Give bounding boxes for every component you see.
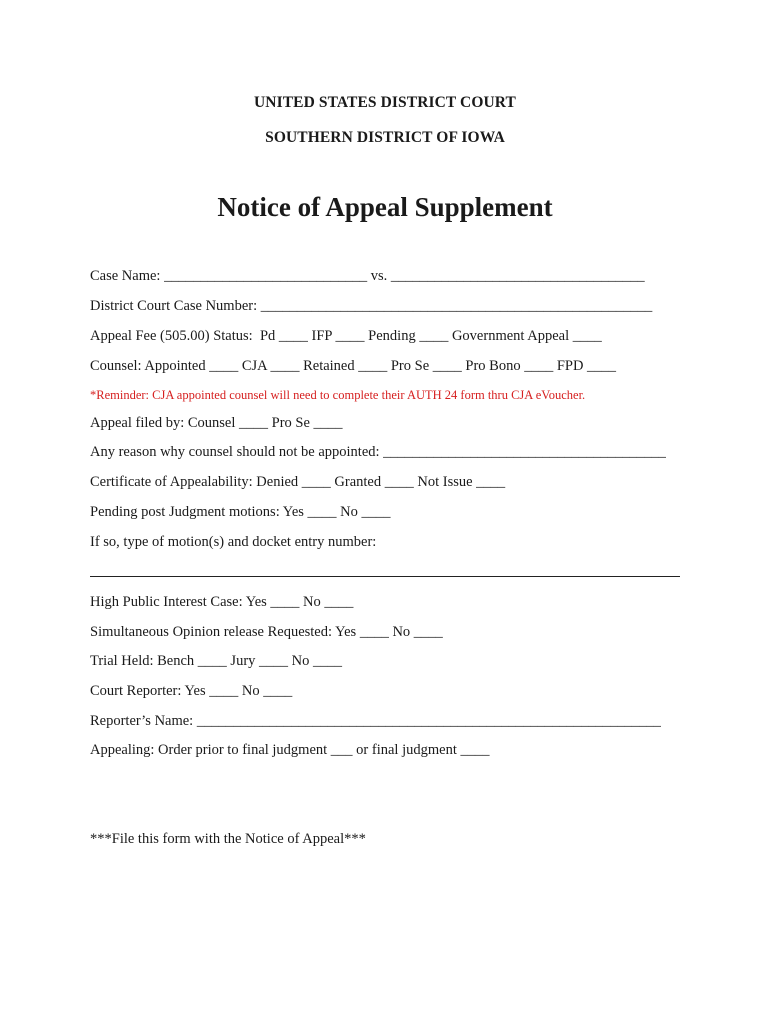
- trial-held-field[interactable]: Trial Held: Bench ____ Jury ____ No ____: [90, 653, 342, 669]
- counsel-reason-field[interactable]: Any reason why counsel should not be appointed: _______________________________________: [90, 444, 666, 460]
- certificate-of-appealability-field[interactable]: Certificate of Appealability: Denied ____ Granted ____ Not Issue ____: [90, 474, 506, 490]
- district-case-number-field[interactable]: District Court Case Number: ______________________________________________________: [90, 298, 653, 314]
- reporter-name-field[interactable]: Reporter’s Name: ________________________________________________________________: [90, 713, 661, 729]
- simultaneous-opinion-field[interactable]: Simultaneous Opinion release Requested: Yes ____ No ____: [90, 624, 443, 640]
- court-name: UNITED STATES DISTRICT COURT: [254, 94, 516, 111]
- motion-type-label: If so, type of motion(s) and docket entry number:: [90, 534, 377, 550]
- appealing-field[interactable]: Appealing: Order prior to final judgment ___ or final judgment ____: [90, 742, 490, 758]
- cja-reminder-note: *Reminder: CJA appointed counsel will need to complete their AUTH 24 form thru CJA eVoucher.: [90, 388, 586, 402]
- pending-motions-field[interactable]: Pending post Judgment motions: Yes ____ No ____: [90, 504, 391, 520]
- appeal-fee-status-field[interactable]: Appeal Fee (505.00) Status: Pd ____ IFP ____ Pending ____ Government Appeal ____: [90, 328, 602, 344]
- high-public-interest-field[interactable]: High Public Interest Case: Yes ____ No ____: [90, 594, 354, 610]
- court-reporter-field[interactable]: Court Reporter: Yes ____ No ____: [90, 683, 293, 699]
- footer-note: ***File this form with the Notice of Appeal***: [90, 831, 366, 847]
- page-title: Notice of Appeal Supplement: [217, 192, 553, 222]
- motion-type-answer-line[interactable]: [90, 576, 680, 577]
- counsel-field[interactable]: Counsel: Appointed ____ CJA ____ Retained ____ Pro Se ____ Pro Bono ____ FPD ____: [90, 358, 617, 374]
- court-district: SOUTHERN DISTRICT OF IOWA: [265, 129, 505, 146]
- appeal-filed-by-field[interactable]: Appeal filed by: Counsel ____ Pro Se ____: [90, 415, 343, 431]
- case-name-field[interactable]: Case Name: ____________________________ vs. ___________________________________: [90, 268, 645, 284]
